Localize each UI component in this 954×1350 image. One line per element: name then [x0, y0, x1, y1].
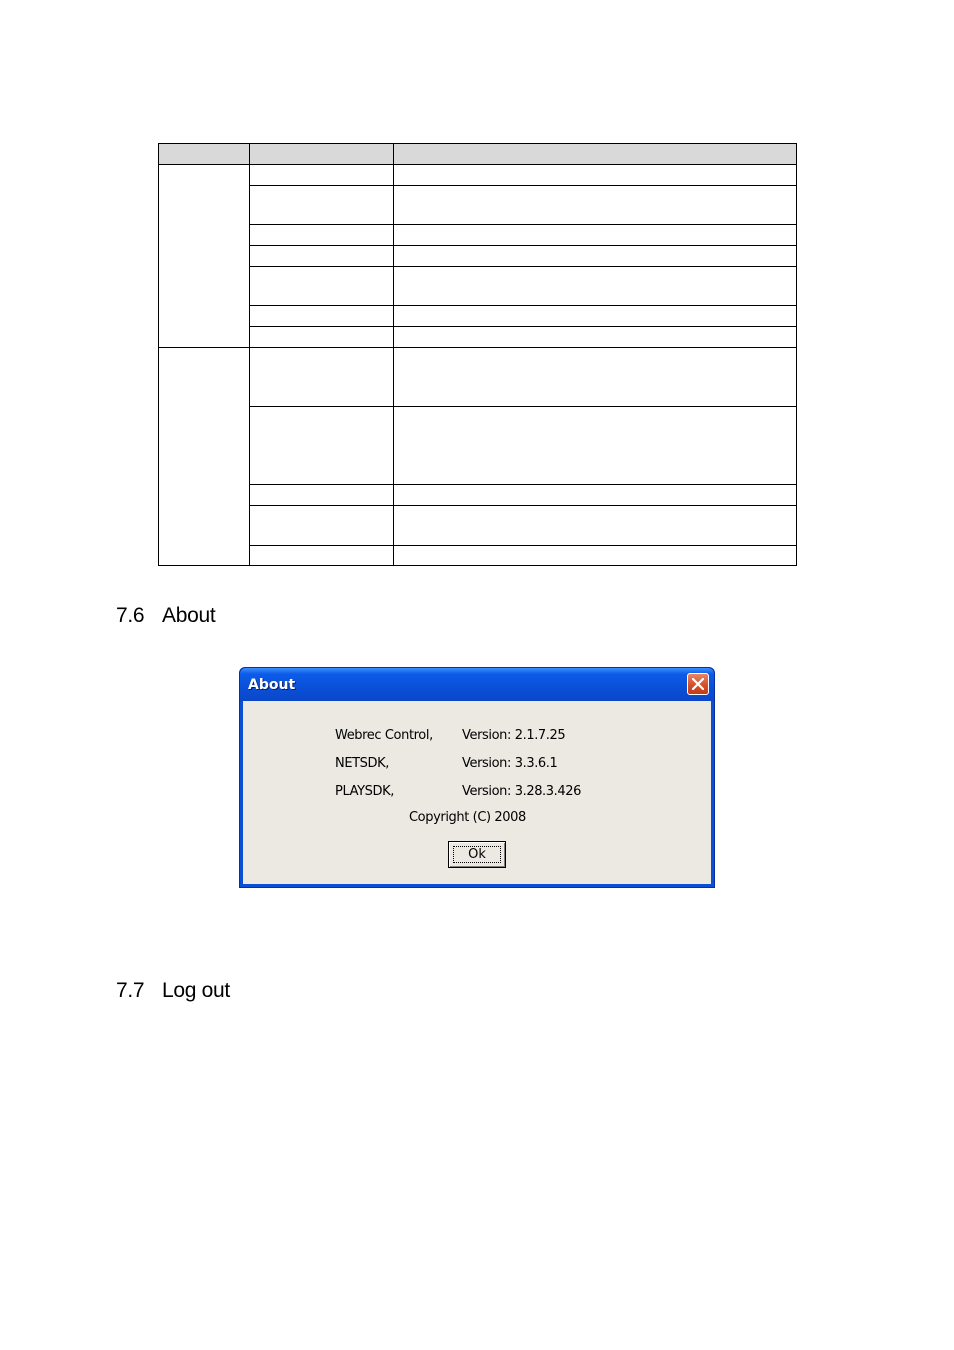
table-cell [250, 186, 394, 225]
table-cell [250, 165, 394, 186]
table-row [159, 348, 797, 407]
section-heading-about [116, 604, 215, 628]
table-row [159, 165, 797, 186]
table-row [159, 246, 797, 267]
section-title: Log out [162, 979, 230, 1002]
dialog-titlebar[interactable] [240, 668, 714, 701]
ok-button[interactable] [448, 841, 506, 868]
table-header-cell [394, 144, 797, 165]
table-group-cell [159, 348, 250, 566]
table-cell [394, 267, 797, 306]
table-cell [394, 165, 797, 186]
copyright-text: Copyright (C) 2008 [409, 810, 526, 825]
table-cell [394, 306, 797, 327]
table-row [159, 306, 797, 327]
ok-button-label: Ok [468, 847, 486, 862]
table-row [159, 485, 797, 506]
table-cell [394, 225, 797, 246]
component-version: Version: 3.28.3.426 [462, 784, 582, 799]
table-cell [394, 546, 797, 566]
component-name: NETSDK, [335, 756, 389, 771]
about-dialog [239, 667, 715, 888]
table-cell [394, 407, 797, 485]
table-cell [250, 407, 394, 485]
table-header-cell [159, 144, 250, 165]
table-cell [250, 546, 394, 566]
dialog-body [243, 701, 711, 884]
section-heading-logout [116, 979, 230, 1003]
table-cell [250, 267, 394, 306]
component-version: Version: 3.3.6.1 [462, 756, 558, 771]
table-cell [394, 485, 797, 506]
table-cell [250, 327, 394, 348]
table-cell [250, 306, 394, 327]
dialog-title: About [248, 677, 296, 693]
table-cell [394, 246, 797, 267]
close-icon [692, 678, 704, 690]
table-row [159, 327, 797, 348]
component-version: Version: 2.1.7.25 [462, 728, 566, 743]
table-row [159, 407, 797, 485]
component-name: Webrec Control, [335, 728, 433, 743]
table-row [159, 506, 797, 546]
component-name: PLAYSDK, [335, 784, 394, 799]
table-cell [394, 348, 797, 407]
table-row [159, 546, 797, 566]
table-cell [250, 348, 394, 407]
table-group-cell [159, 165, 250, 348]
section-title: About [162, 604, 216, 627]
table-cell [394, 327, 797, 348]
table-header-row [159, 144, 797, 165]
table-cell [394, 186, 797, 225]
parameter-table [158, 143, 797, 566]
table-row [159, 267, 797, 306]
table-row [159, 186, 797, 225]
table-cell [250, 506, 394, 546]
section-number: 7.7 [116, 979, 145, 1002]
table-cell [250, 485, 394, 506]
close-button[interactable] [687, 673, 709, 695]
table-row [159, 225, 797, 246]
table-cell [250, 225, 394, 246]
table-header-cell [250, 144, 394, 165]
section-number: 7.6 [116, 604, 145, 627]
table-cell [394, 506, 797, 546]
table-cell [250, 246, 394, 267]
